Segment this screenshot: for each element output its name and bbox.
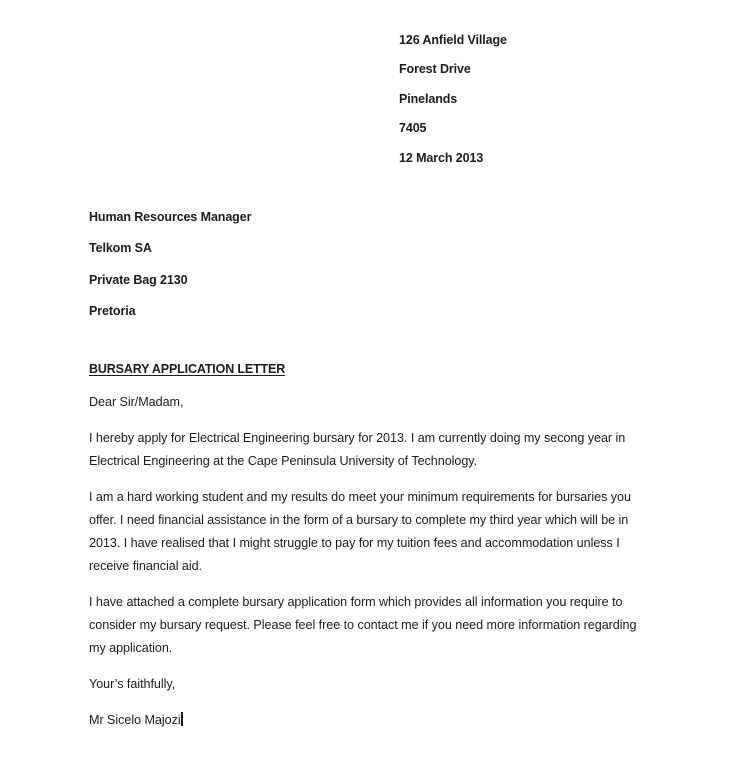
sender-address-line-street: 126 Anfield Village (399, 33, 507, 47)
recipient-line-address: Private Bag 2130 (89, 272, 188, 287)
recipient-address-block (89, 202, 469, 327)
salutation: Dear Sir/Madam, (89, 395, 184, 409)
sender-address-line-road: Forest Drive (399, 62, 471, 77)
body-paragraph-3: I have attached a complete bursary application form which provides all information you require to consider my bursary request. Please feel free to contact me if you need more information regarding my application. (89, 595, 637, 655)
letter-body (89, 360, 645, 732)
sender-address-line-postcode: 7405 (399, 121, 427, 136)
signature-name-row (89, 709, 645, 732)
signature-name: Mr Sicelo Majozi (89, 713, 181, 727)
body-paragraph-1: I hereby apply for Electrical Engineering bursary for 2013. I am currently doing my secong year in Electrical Engineering at the Cape Peninsula University of Technology. (89, 431, 626, 468)
recipient-line-company: Telkom SA (89, 241, 152, 256)
sender-address-block (399, 26, 699, 173)
text-cursor-caret (181, 712, 183, 726)
recipient-line-city: Pretoria (89, 303, 136, 318)
sender-address-line-suburb: Pinelands (399, 91, 458, 106)
subject-heading-row (89, 360, 645, 391)
letter-date: 12 March 2013 (399, 150, 484, 165)
closing-salutation: Your’s faithfully, (89, 677, 176, 691)
subject-heading: BURSARY APPLICATION LETTER (89, 362, 286, 376)
recipient-line-title: Human Resources Manager (89, 210, 252, 224)
body-paragraph-2: I am a hard working student and my results do meet your minimum requirements for bursaries you offer. I need financial assistance in the form of a bursary to complete my third year which will be in 2013. I have realised that I might struggle to pay for my tuition fees and accommodation unless I receive financial aid. (89, 490, 631, 573)
